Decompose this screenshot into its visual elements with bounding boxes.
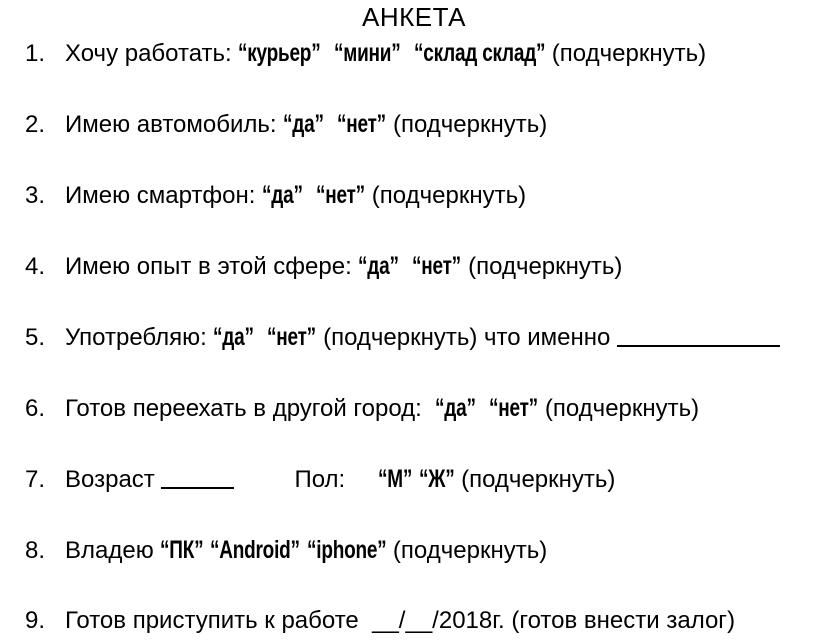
item-text <box>65 111 547 138</box>
item-number: 6. <box>25 395 46 422</box>
text-segment <box>254 324 267 351</box>
text-segment: (подчеркнуть) что именно <box>316 324 618 351</box>
item-text <box>65 182 526 209</box>
form-item-2 <box>0 111 828 138</box>
item-text <box>65 395 699 422</box>
form-item-9 <box>0 608 828 634</box>
accent-term: “нет” <box>316 181 366 209</box>
item-text <box>65 537 547 564</box>
text-segment: Хочу работать: <box>65 40 239 67</box>
accent-term: “Ж” <box>419 465 455 493</box>
text-segment <box>476 395 489 422</box>
text-segment: Имею смартфон: <box>65 182 263 209</box>
accent-term: “мини” <box>334 39 401 67</box>
item-text <box>65 608 735 634</box>
accent-term: “Android” <box>210 536 301 564</box>
text-segment <box>412 466 419 493</box>
text-segment: Употребляю: <box>65 324 214 351</box>
text-segment: (подчеркнуть) <box>386 537 548 564</box>
form-item-3 <box>0 182 828 209</box>
accent-term: “да” <box>358 252 400 280</box>
blank-line <box>617 345 780 347</box>
form-item-6 <box>0 395 828 422</box>
text-segment <box>324 111 337 138</box>
item-number: 2. <box>25 111 46 138</box>
item-text <box>65 466 615 493</box>
text-segment: Имею опыт в этой сфере: <box>65 253 359 280</box>
form-item-1 <box>0 40 828 67</box>
text-segment: Владею <box>65 537 161 564</box>
item-number: 4. <box>25 253 46 280</box>
form-item-4 <box>0 253 828 280</box>
text-segment: Готов приступить к работе __/__/2018г. (готов внести залог) <box>65 607 736 634</box>
accent-term: “ПК” <box>160 536 204 564</box>
text-segment: Пол: <box>294 466 346 493</box>
accent-term: “нет” <box>267 323 317 351</box>
text-segment: Имею автомобиль: <box>65 111 284 138</box>
text-segment: (подчеркнуть) <box>454 466 616 493</box>
text-segment: Возраст <box>65 466 162 493</box>
accent-term: “iphone” <box>306 536 387 564</box>
accent-term: “да” <box>213 323 255 351</box>
text-segment: Готов переехать в другой город: <box>65 395 436 422</box>
text-segment <box>399 253 412 280</box>
text-segment: (подчеркнуть) <box>461 253 623 280</box>
item-number: 3. <box>25 182 46 209</box>
accent-term: “М” <box>378 465 413 493</box>
text-segment: (подчеркнуть) <box>386 111 548 138</box>
form-item-7 <box>0 466 828 493</box>
form-item-8 <box>0 537 828 564</box>
item-number: 1. <box>25 40 46 67</box>
text-segment <box>401 40 414 67</box>
item-number: 8. <box>25 537 46 564</box>
accent-term: “да” <box>262 181 303 209</box>
text-segment <box>300 537 307 564</box>
item-number: 9. <box>25 607 46 634</box>
item-text <box>65 253 622 280</box>
accent-term: “нет” <box>489 394 539 422</box>
question-list <box>0 40 828 634</box>
accent-term: “курьер” <box>238 39 321 67</box>
text-segment <box>321 40 334 67</box>
item-number: 5. <box>25 324 46 351</box>
text-segment: (подчеркнуть) <box>365 182 527 209</box>
accent-term: “склад склад” <box>413 39 546 67</box>
accent-term: “нет” <box>412 252 462 280</box>
accent-term: “нет” <box>337 110 387 138</box>
item-text <box>65 40 706 67</box>
text-segment: (подчеркнуть) <box>545 40 707 67</box>
page-title: АНКЕТА <box>362 2 466 32</box>
text-segment: (подчеркнуть) <box>538 395 700 422</box>
form-item-5 <box>0 324 828 351</box>
item-number: 7. <box>25 466 46 493</box>
text-segment <box>303 182 316 209</box>
accent-term: “да” <box>283 110 324 138</box>
accent-term: “да” <box>435 394 476 422</box>
blank-line <box>161 487 234 489</box>
item-text <box>65 324 780 351</box>
